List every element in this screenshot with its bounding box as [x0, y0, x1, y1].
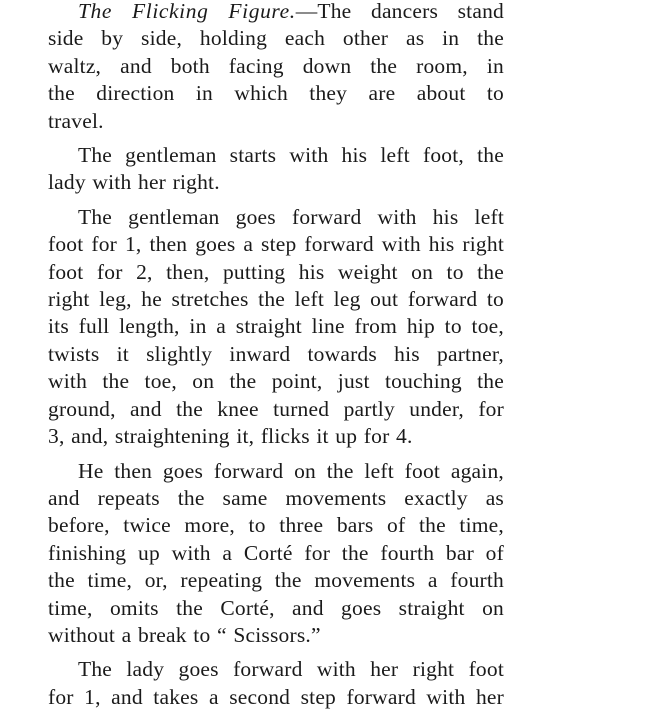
- text-line: ground, and the knee turned partly under, for: [48, 396, 504, 421]
- text-line: for 1, and takes a second step forward with her: [48, 684, 504, 709]
- paragraph-lady-steps: [48, 656, 504, 711]
- text-line: foot for 1, then goes a step forward with his right: [48, 232, 504, 257]
- text-line: twists it slightly inward towards his partner,: [48, 341, 504, 366]
- text-line: travel.: [48, 108, 104, 133]
- text-line: without a break to “ Scissors.”: [48, 622, 321, 647]
- text-line: The gentleman starts with his left foot, the: [78, 143, 504, 168]
- paragraph-gentleman-start: [48, 142, 504, 197]
- paragraph-gentleman-steps: [48, 204, 504, 451]
- text-line: and repeats the same movements exactly as: [48, 485, 504, 510]
- figure-heading: The Flicking Figure.: [78, 0, 296, 23]
- text-line: side by side, holding each other as in the: [48, 26, 504, 51]
- paragraph-flicking-figure: [48, 0, 504, 135]
- text-line: [48, 0, 504, 25]
- paragraph-repeat-movements: [48, 458, 504, 650]
- text-line: The lady goes forward with her right foot: [78, 657, 504, 682]
- text-line: the direction in which they are about to: [48, 81, 504, 106]
- text-line: 3, and, straightening it, flicks it up for 4.: [48, 424, 413, 449]
- text-line: finishing up with a Corté for the fourth bar of: [48, 540, 504, 565]
- text-line: foot for 2, then, putting his weight on to the: [48, 259, 504, 284]
- text-line: the time, or, repeating the movements a fourth: [48, 568, 504, 593]
- text-line: The gentleman goes forward with his left: [78, 204, 504, 229]
- text-line: with the toe, on the point, just touching the: [48, 369, 504, 394]
- text-line: He then goes forward on the left foot again,: [78, 458, 504, 483]
- text-line: waltz, and both facing down the room, in: [48, 53, 504, 78]
- text-line: time, omits the Corté, and goes straight on: [48, 595, 504, 620]
- text-line: its full length, in a straight line from hip to toe,: [48, 314, 504, 339]
- text-line-continuation: —The dancers stand: [295, 0, 504, 23]
- book-page: [48, 0, 504, 718]
- text-line: right leg, he stretches the left leg out forward to: [48, 287, 504, 312]
- text-line: lady with her right.: [48, 170, 220, 195]
- text-line: before, twice more, to three bars of the time,: [48, 513, 504, 538]
